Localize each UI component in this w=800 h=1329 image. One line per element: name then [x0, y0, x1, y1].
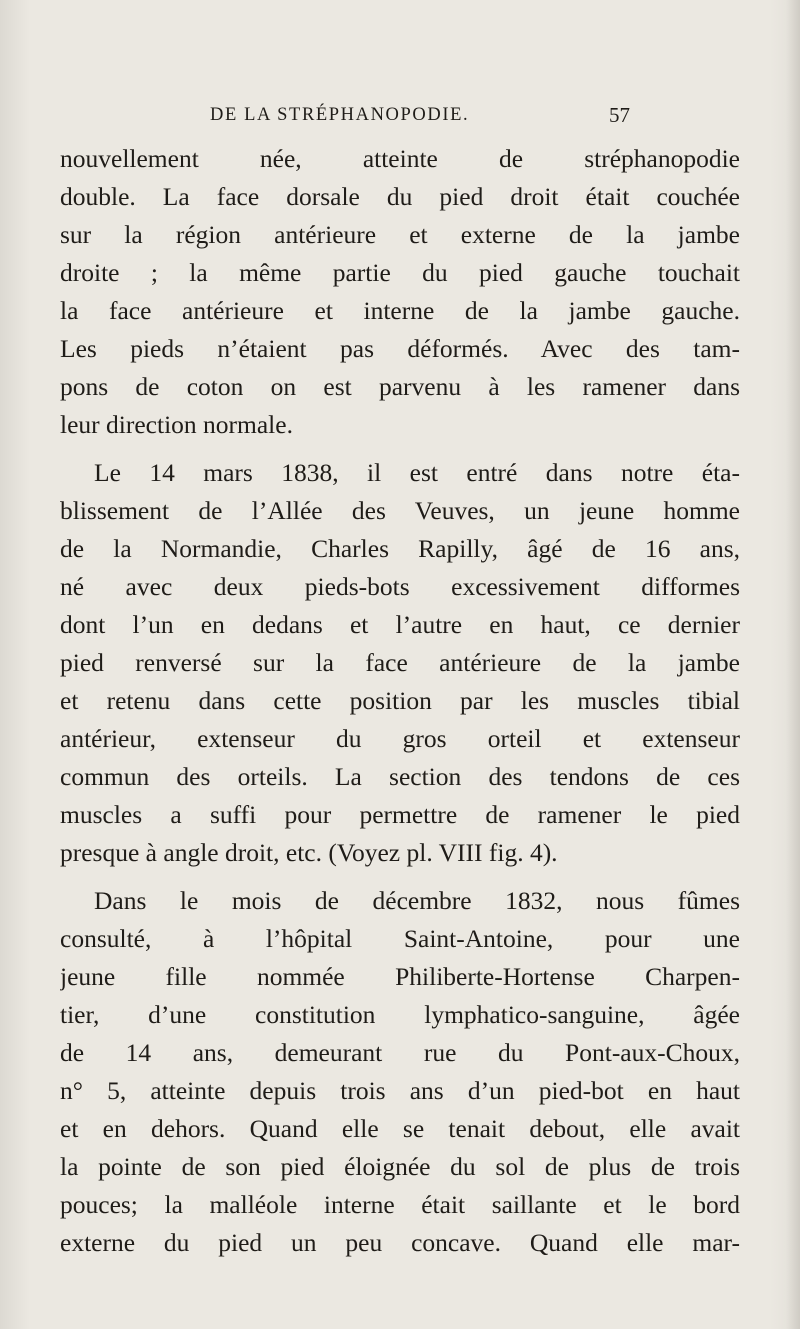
text-line: de la Normandie, Charles Rapilly, âgé de 16 ans,: [60, 534, 740, 563]
text-line: double. La face dorsale du pied droit était couchée: [60, 182, 740, 211]
text-line: Dans le mois de décembre 1832, nous fûmes: [94, 886, 740, 915]
paragraph-2: [60, 454, 740, 872]
text-line: pied renversé sur la face antérieure de la jambe: [60, 648, 740, 677]
text-line: presque à angle droit, etc. (Voyez pl. VIII fig. 4).: [60, 838, 558, 867]
page-edge-shadow: [786, 0, 800, 1329]
paragraph-1: [60, 140, 740, 444]
text-line: la pointe de son pied éloignée du sol de plus de trois: [60, 1152, 740, 1181]
text-line: jeune fille nommée Philiberte-Hortense Charpen-: [60, 962, 740, 991]
text-line: et retenu dans cette position par les muscles tibial: [60, 686, 740, 715]
text-line: et en dehors. Quand elle se tenait debout, elle avait: [60, 1114, 740, 1143]
paragraph-3: [60, 882, 740, 1262]
text-line: droite ; la même partie du pied gauche touchait: [60, 258, 740, 287]
text-line: nouvellement née, atteinte de stréphanopodie: [60, 144, 740, 173]
text-line: leur direction normale.: [60, 410, 293, 439]
text-line: sur la région antérieure et externe de la jambe: [60, 220, 740, 249]
page-number: 57: [609, 103, 630, 127]
text-line: Le 14 mars 1838, il est entré dans notre éta-: [94, 458, 740, 487]
text-line: Les pieds n’étaient pas déformés. Avec des tam-: [60, 334, 740, 363]
text-line: pons de coton on est parvenu à les ramener dans: [60, 372, 740, 401]
text-line: pouces; la malléole interne était saillante et le bord: [60, 1190, 740, 1219]
text-line: tier, d’une constitution lymphatico-sanguine, âgée: [60, 1000, 740, 1029]
body-text: [60, 140, 740, 1262]
text-line: né avec deux pieds-bots excessivement difformes: [60, 572, 740, 601]
running-head: [210, 105, 630, 131]
text-line: blissement de l’Allée des Veuves, un jeune homme: [60, 496, 740, 525]
text-line: n° 5, atteinte depuis trois ans d’un pied-bot en haut: [60, 1076, 740, 1105]
text-line: consulté, à l’hôpital Saint-Antoine, pour une: [60, 924, 740, 953]
running-title: DE LA STRÉPHANOPODIE.: [210, 105, 470, 125]
text-line: de 14 ans, demeurant rue du Pont-aux-Choux,: [60, 1038, 740, 1067]
text-line: dont l’un en dedans et l’autre en haut, ce dernier: [60, 610, 740, 639]
text-line: la face antérieure et interne de la jambe gauche.: [60, 296, 740, 325]
text-line: antérieur, extenseur du gros orteil et extenseur: [60, 724, 740, 753]
text-line: muscles a suffi pour permettre de ramener le pied: [60, 800, 740, 829]
paragraph-gap: [60, 444, 740, 454]
text-line: externe du pied un peu concave. Quand elle mar-: [60, 1228, 740, 1257]
text-line: commun des orteils. La section des tendons de ces: [60, 762, 740, 791]
paragraph-gap: [60, 872, 740, 882]
